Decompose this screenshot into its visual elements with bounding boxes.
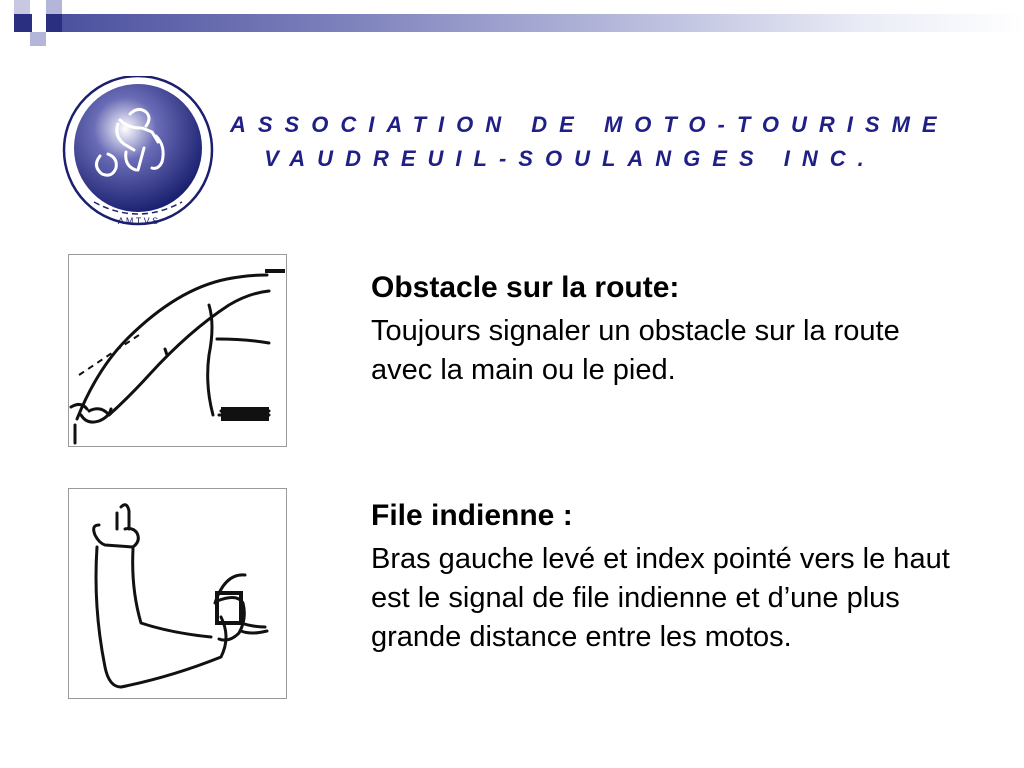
title-line-1: ASSOCIATION DE MOTO-TOURISME <box>230 112 949 137</box>
obstacle-signal-illustration <box>68 254 287 447</box>
file-indienne-signal-illustration <box>68 488 287 699</box>
decor-square <box>30 32 46 46</box>
obstacle-section <box>371 268 971 390</box>
obstacle-description: Toujours signaler un obstacle sur la route avec la main ou le pied. <box>371 315 900 386</box>
decor-square <box>14 14 32 32</box>
page-title <box>230 108 949 176</box>
decorative-top-bar <box>0 0 1024 36</box>
decor-square <box>32 16 46 32</box>
arm-down-icon <box>69 255 286 446</box>
decor-square <box>46 14 62 32</box>
arm-raised-index-icon <box>69 489 286 698</box>
decor-square <box>30 0 46 16</box>
title-line-2: VAUDREUIL-SOULANGES INC. <box>264 146 876 171</box>
header-gradient-bar <box>46 14 1024 32</box>
obstacle-heading: Obstacle sur la route: <box>371 271 680 304</box>
logo-caption: A M T V S <box>117 216 159 226</box>
file-indienne-heading: File indienne : <box>371 499 573 532</box>
file-indienne-section <box>371 496 971 657</box>
file-indienne-description: Bras gauche levé et index pointé vers le haut est le signal de file indienne et d’une plus grande distance entre les motos. <box>371 543 950 653</box>
amtvs-logo <box>60 76 216 232</box>
